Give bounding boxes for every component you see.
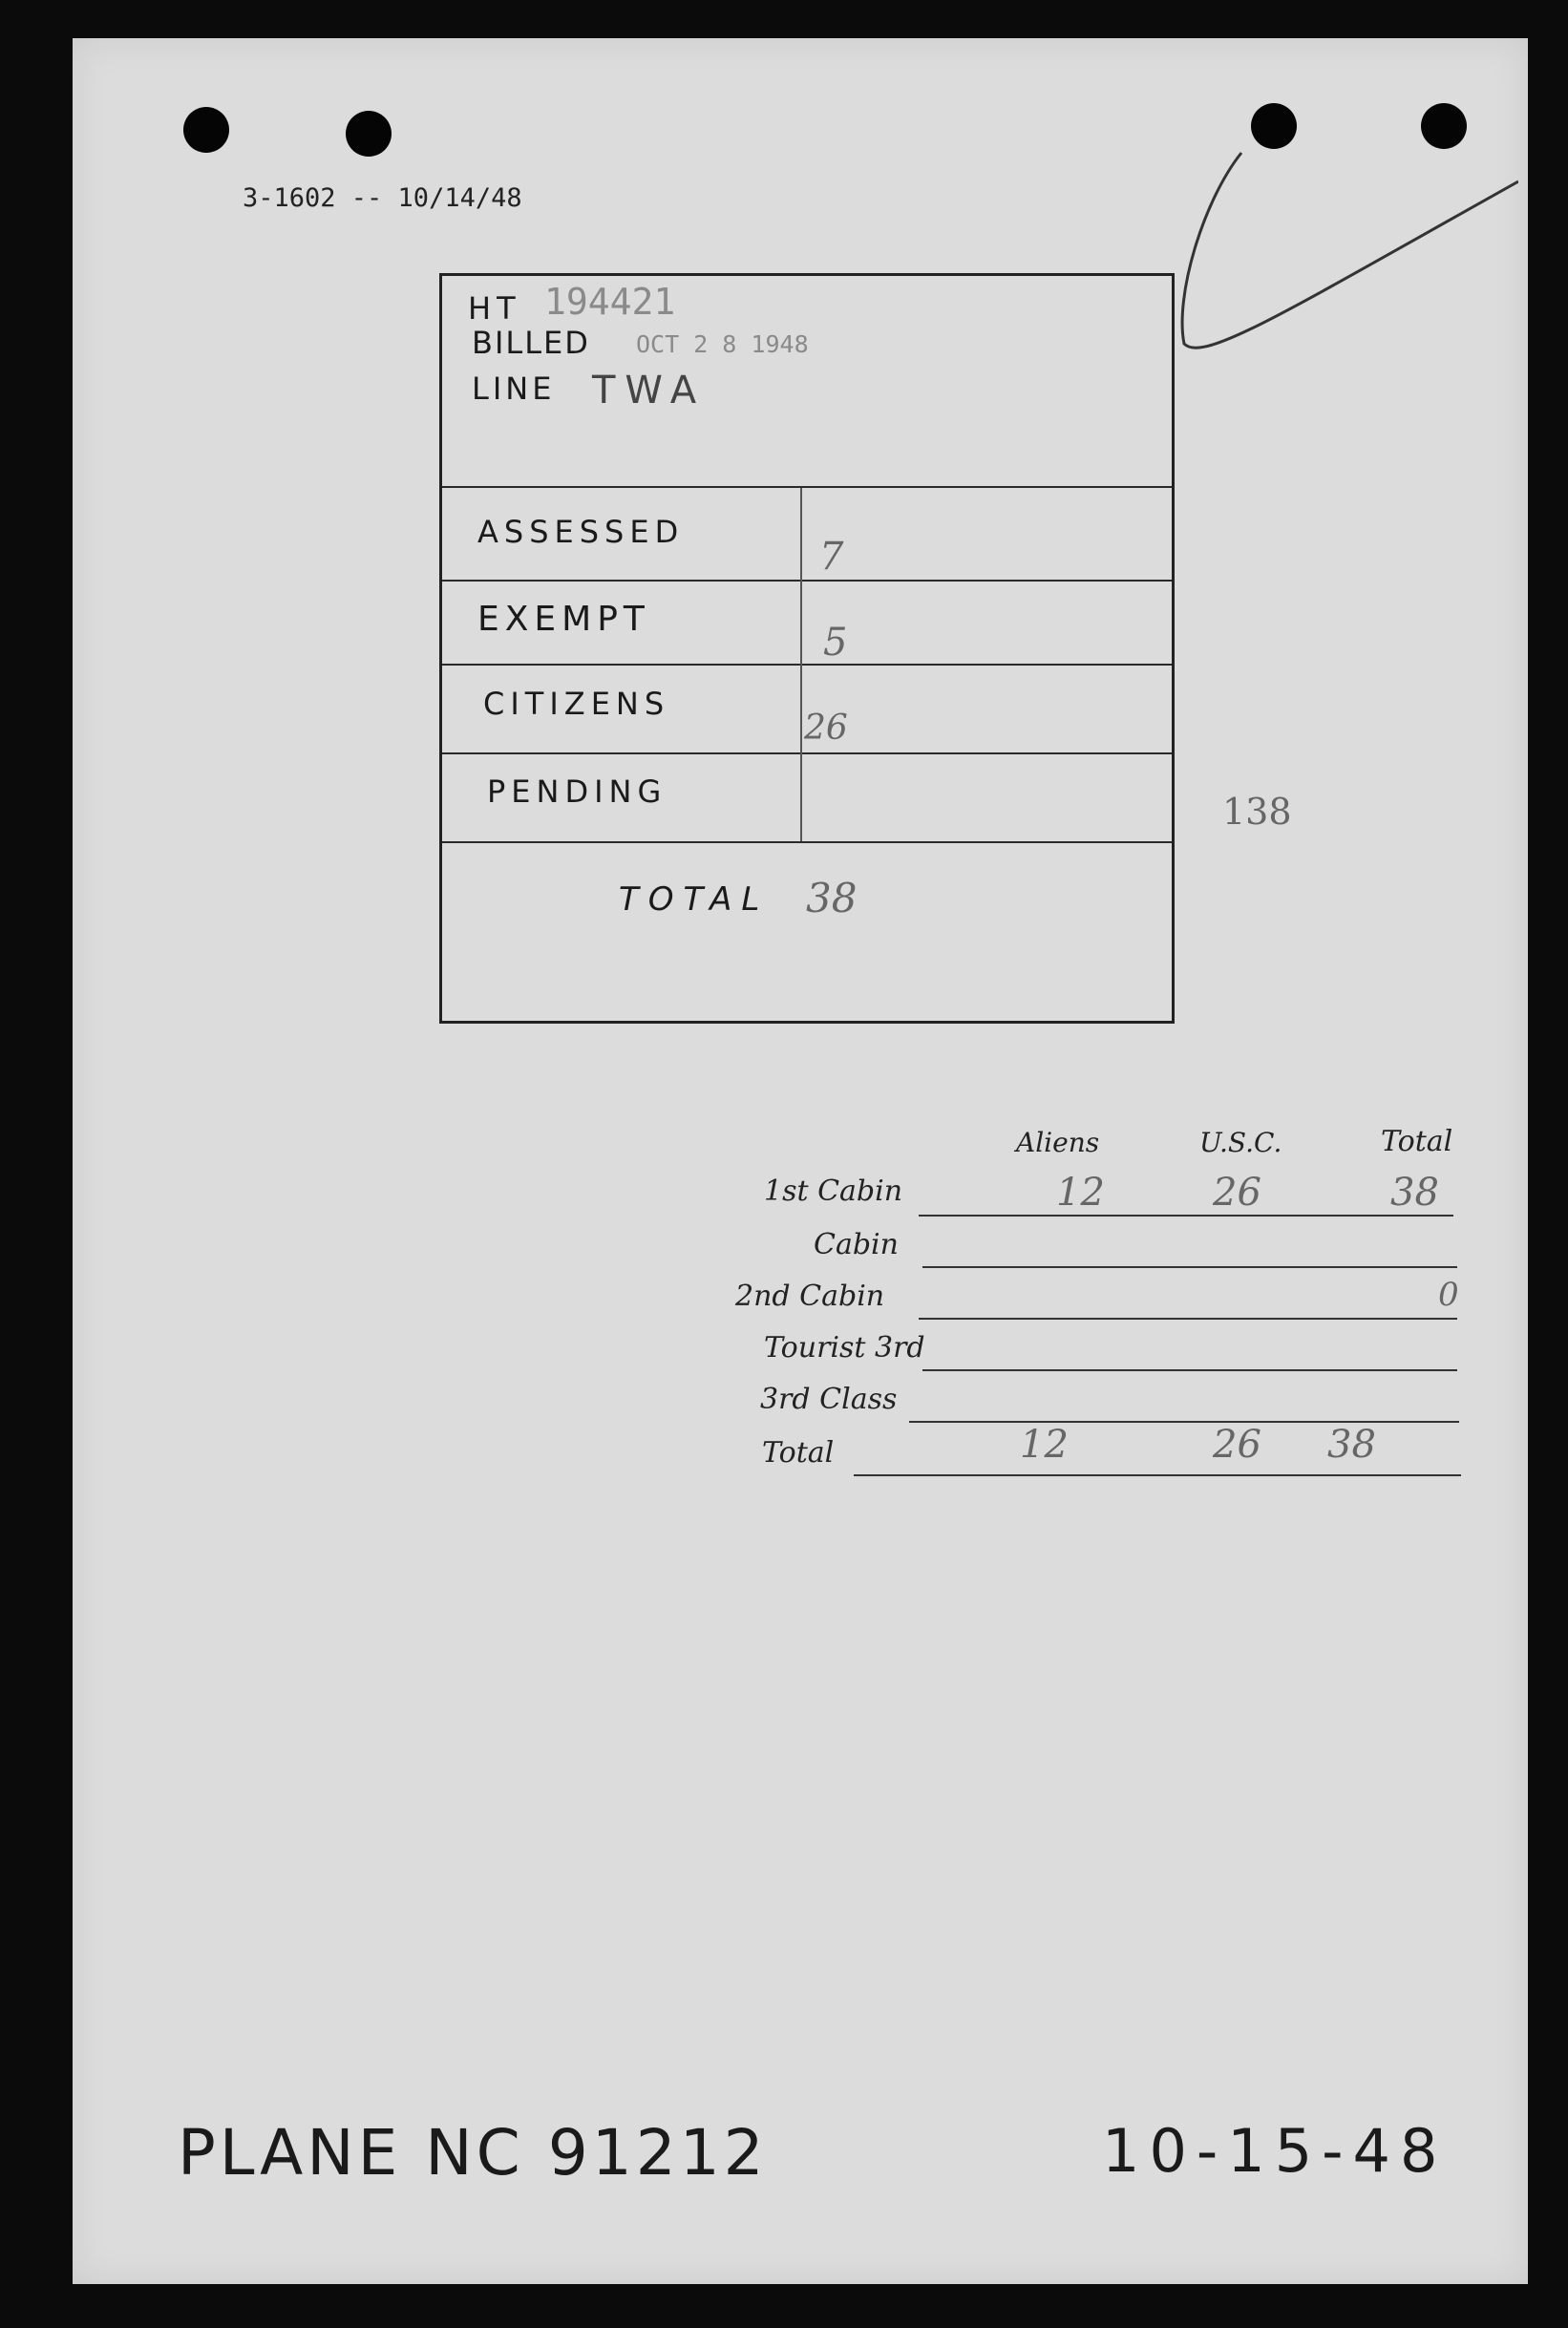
- row-label-1st-cabin: 1st Cabin: [764, 1175, 903, 1208]
- side-stamp-number: 138: [1222, 791, 1292, 833]
- punch-hole-right-2: [1421, 103, 1467, 149]
- row-total-total: 38: [1327, 1423, 1376, 1467]
- punch-hole-left-1: [183, 107, 229, 153]
- line-label: LINE: [472, 370, 556, 407]
- line-value: TWA: [592, 369, 707, 413]
- header-total: Total: [1381, 1125, 1453, 1158]
- ht-number-stamp: 194421: [544, 281, 676, 323]
- row-1st-cabin-total: 38: [1390, 1171, 1439, 1215]
- header-aliens: Aliens: [1016, 1127, 1100, 1158]
- total-label: TOTAL: [619, 880, 770, 919]
- row-label-cabin: Cabin: [814, 1228, 899, 1261]
- citizens-value: 26: [804, 709, 848, 748]
- billed-label: BILLED: [472, 325, 590, 361]
- ht-label: HT: [468, 290, 521, 327]
- header-usc: U.S.C.: [1199, 1127, 1282, 1158]
- pending-label: PENDING: [487, 773, 667, 810]
- row-line: [919, 1215, 1453, 1217]
- handwritten-date: 10-15-48: [1102, 2116, 1448, 2186]
- punch-hole-right-1: [1251, 103, 1297, 149]
- citizens-label: CITIZENS: [483, 686, 670, 722]
- row-line: [854, 1474, 1461, 1476]
- row-line: [909, 1421, 1459, 1423]
- row-line: [922, 1266, 1457, 1268]
- assessed-value: 7: [819, 535, 844, 579]
- assessed-label: ASSESSED: [477, 514, 685, 550]
- punch-hole-left-2: [346, 111, 392, 157]
- exempt-label: EXEMPT: [477, 600, 650, 639]
- row-label-tourist-3rd: Tourist 3rd: [764, 1331, 925, 1365]
- document-reference: 3-1602 -- 10/14/48: [243, 183, 522, 213]
- row-line: [922, 1369, 1457, 1371]
- plane-identifier: PLANE NC 91212: [178, 2116, 768, 2190]
- row-label-2nd-cabin: 2nd Cabin: [735, 1280, 885, 1313]
- exempt-value: 5: [823, 621, 848, 665]
- row-label-3rd-class: 3rd Class: [760, 1383, 898, 1416]
- row-1st-cabin-usc: 26: [1213, 1171, 1261, 1215]
- total-value: 38: [806, 875, 858, 921]
- billed-date-stamp: OCT 2 8 1948: [636, 330, 809, 358]
- row-2nd-cabin-total: 0: [1438, 1276, 1459, 1314]
- row-total-aliens: 12: [1020, 1423, 1069, 1467]
- row-label-total: Total: [762, 1436, 835, 1470]
- row-line: [919, 1318, 1457, 1320]
- row-total-usc: 26: [1213, 1423, 1261, 1467]
- pencil-check-mark-icon: [1165, 143, 1518, 363]
- row-1st-cabin-aliens: 12: [1056, 1171, 1105, 1215]
